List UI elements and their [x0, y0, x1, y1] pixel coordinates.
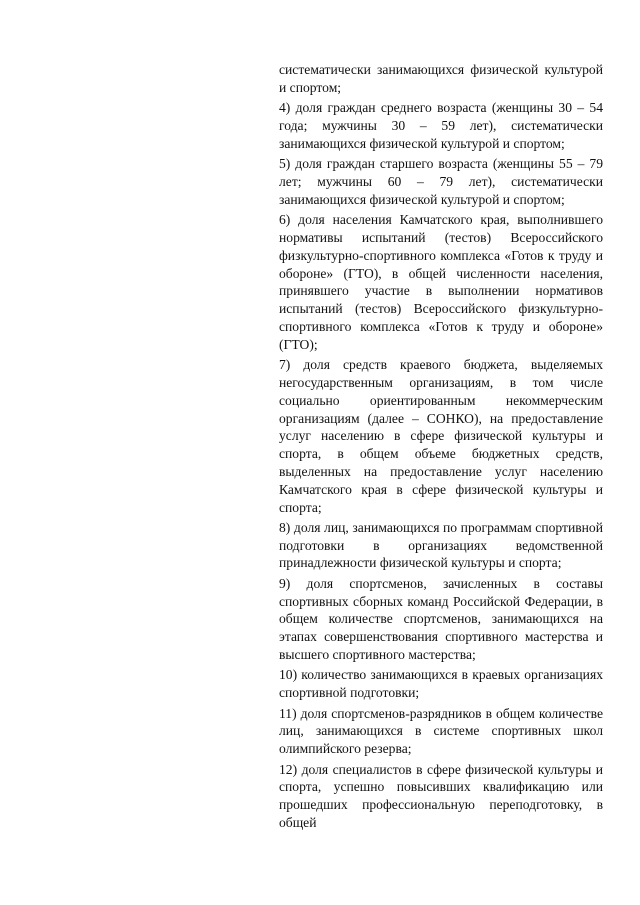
- paragraph-item-10: 10) количество занимающихся в краевых организациях спортивной подготовки;: [279, 667, 603, 701]
- paragraph-continuation: систематически занимающихся физической культурой и спортом;: [279, 62, 603, 95]
- paragraph-item-7: 7) доля средств краевого бюджета, выделяемых негосударственным организациям, в том числе социально ориентированным некоммерческим организациям (далее – СОНКО), на предоставление услуг населению в сфере физической культуры и спорта, в общем объеме бюджетных средств, выделенных на предоставление услуг населению Камчатского края в сфере физической культуры и спорта;: [279, 357, 603, 515]
- paragraph-item-12: 12) доля специалистов в сфере физической культуры и спорта, успешно повысивших квалификацию или прошедших профессиональную переподготовку, в общей: [279, 761, 603, 831]
- paragraph-item-11: 11) доля спортсменов-разрядников в общем количестве лиц, занимающихся в системе спортивных школ олимпийского резерва;: [279, 705, 603, 757]
- paragraph-item-5: 5) доля граждан старшего возраста (женщины 55 – 79 лет; мужчины 60 – 79 лет), систематически занимающихся физической культурой и спортом;: [279, 156, 603, 207]
- paragraph-item-8: 8) доля лиц, занимающихся по программам спортивной подготовки в организациях ведомственной принадлежности физической культуры и спорта;: [279, 519, 603, 571]
- paragraph-item-6: 6) доля населения Камчатского края, выполнившего нормативы испытаний (тестов) Всероссийского физкультурно-спортивного комплекса «Готов к труду и обороне» (ГТО), в общей численности населения, принявшего участие в выполнении нормативов испытаний (тестов) Всероссийского физкультурно-спортивного комплекса «Готов к труду и обороне» (ГТО);: [279, 212, 603, 352]
- text-column: [279, 61, 603, 834]
- paragraph-item-9: 9) доля спортсменов, зачисленных в составы спортивных сборных команд Российской Федерации, в общем количестве спортсменов, занимающихся на этапах совершенствования спортивного мастерства и высшего спортивного мастерства;: [279, 575, 603, 663]
- paragraph-item-4: 4) доля граждан среднего возраста (женщины 30 – 54 года; мужчины 30 – 59 лет), систематически занимающихся физической культурой и спортом;: [279, 100, 603, 151]
